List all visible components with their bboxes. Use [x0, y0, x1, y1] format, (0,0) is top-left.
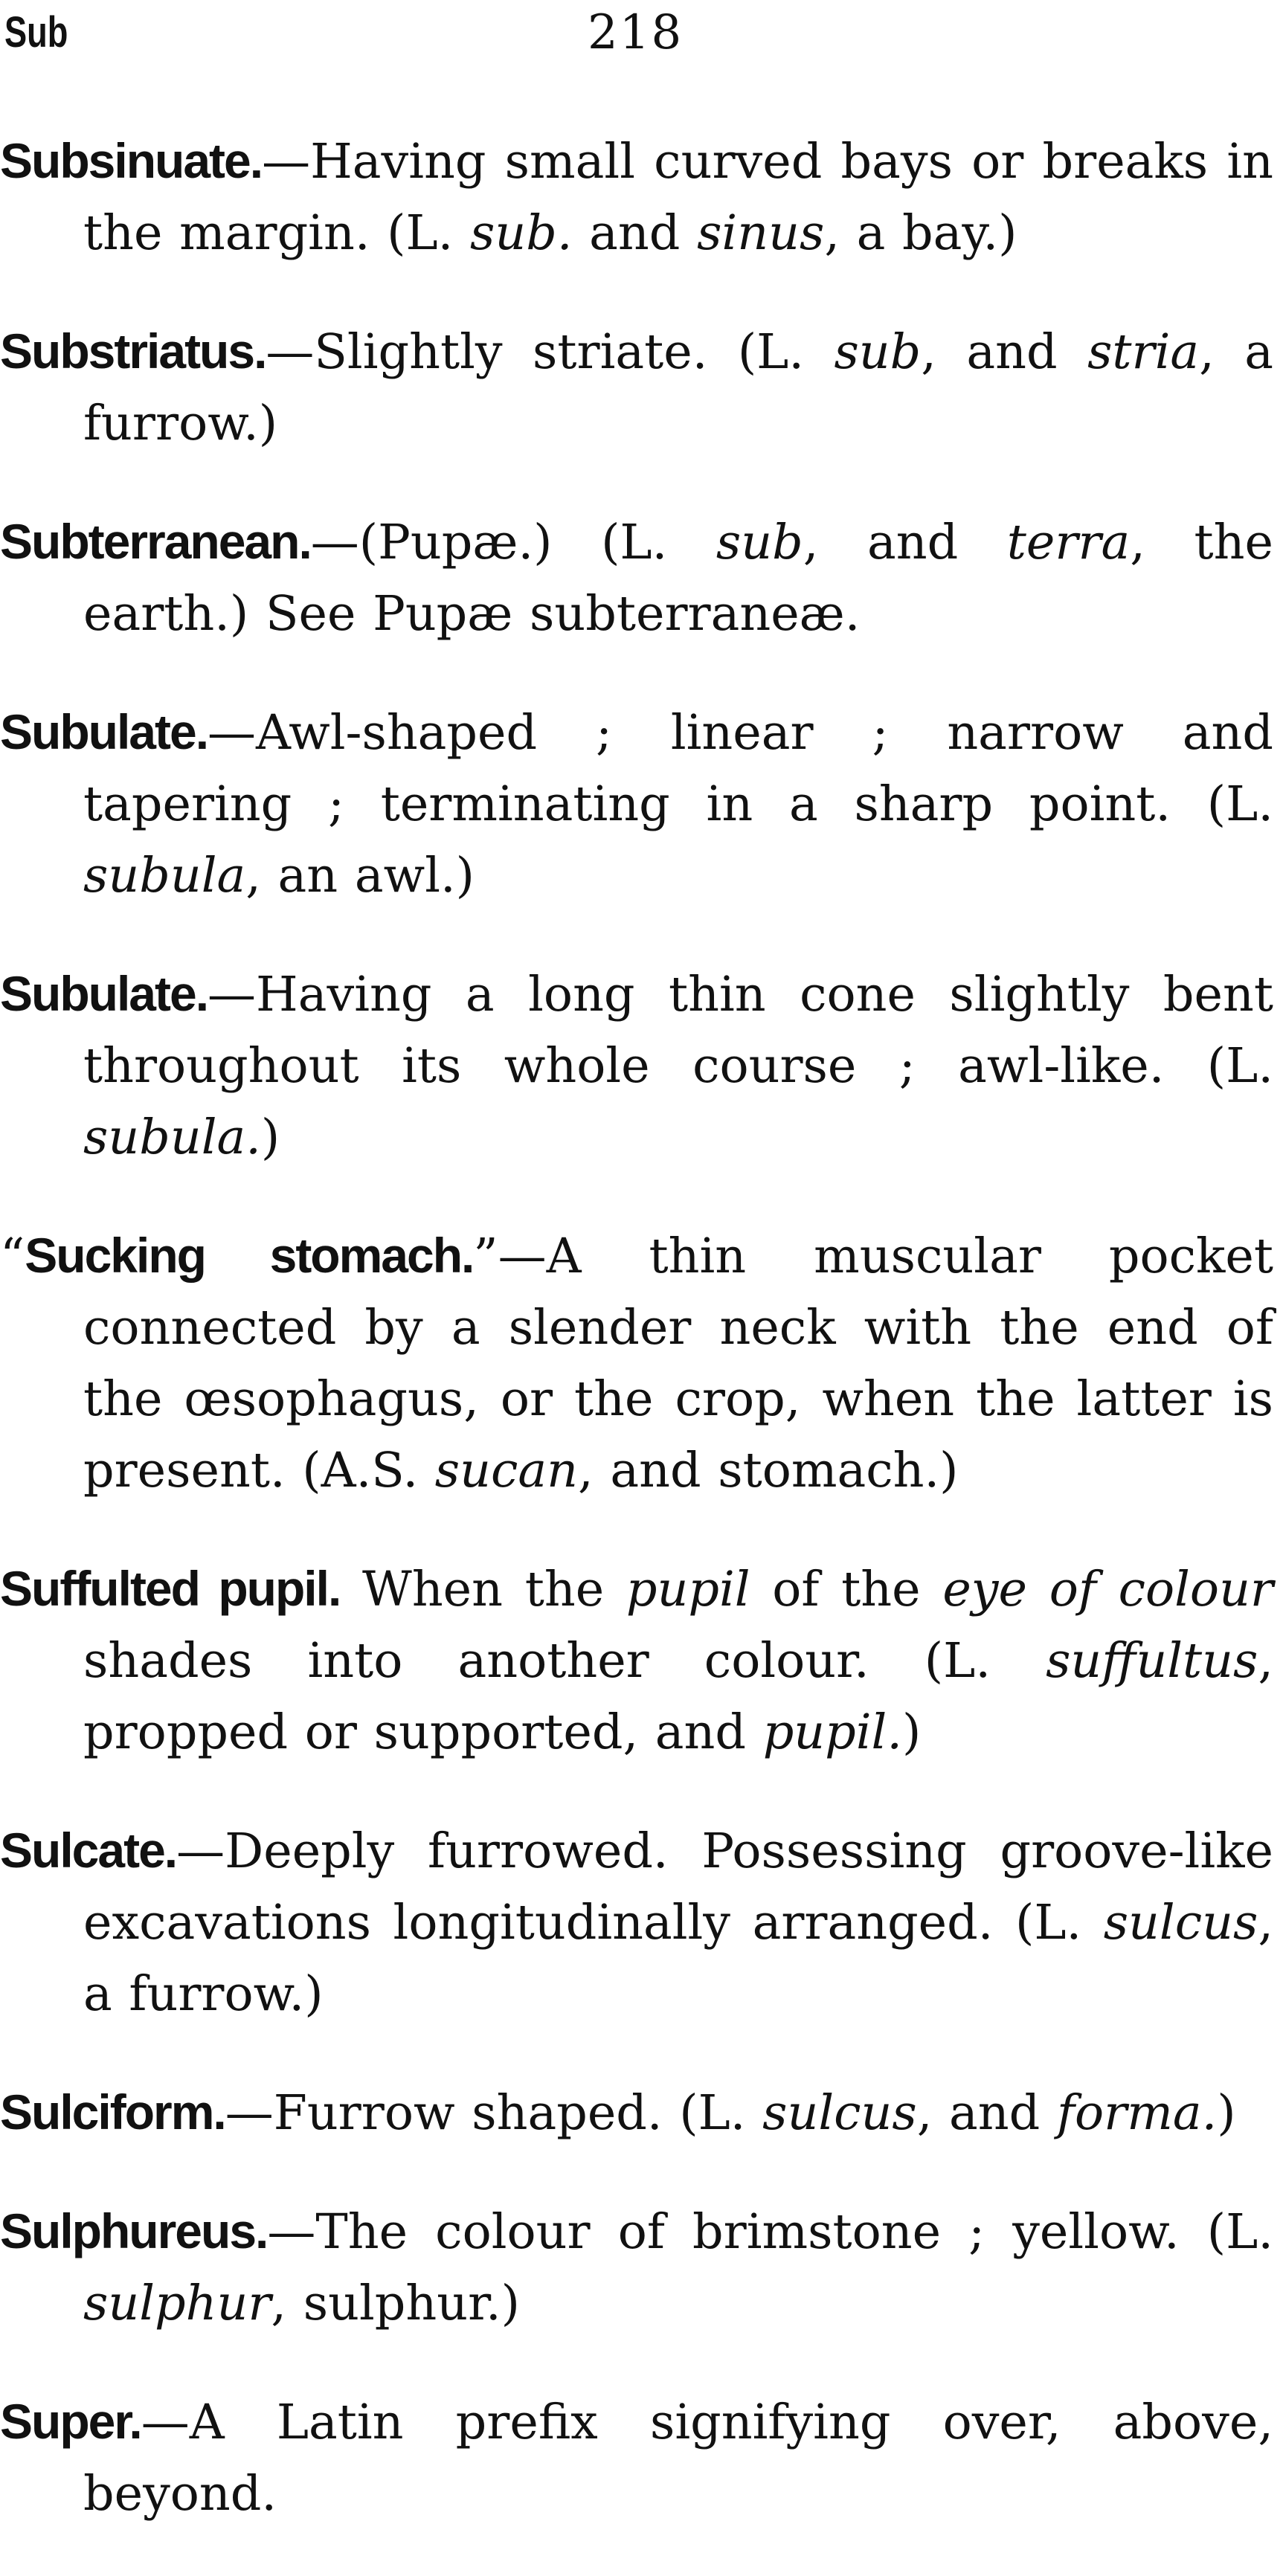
headword: Sulciform. [0, 2084, 225, 2139]
headword: Subterranean. [0, 514, 311, 569]
headword: Sucking stomach. [25, 1228, 474, 1283]
etymology-term: sulcus [1103, 1895, 1258, 1951]
definition-text: , a bay.) [824, 205, 1017, 261]
definition-text: ) [902, 1704, 922, 1760]
italic-term: pupil. [762, 1704, 903, 1760]
etymology-term: forma. [1056, 2085, 1218, 2141]
etymology-term: sub [834, 324, 922, 380]
definition-text: , a furrow.) [83, 324, 1274, 451]
headword: Suffulted pupil. [0, 1561, 341, 1616]
etymology-term: suffultus [1046, 1633, 1258, 1689]
opening-quote: “ [0, 1229, 25, 1284]
etymology-term: sulcus [762, 2085, 917, 2141]
etymology-term: stria [1087, 324, 1200, 380]
definition-text: , the earth.) See Pupæ subterraneæ. [83, 515, 1273, 642]
definition-text: —(Pupæ.) (L. [310, 515, 716, 570]
headword: Substriatus. [0, 323, 266, 379]
headword: Sulcate. [0, 1823, 177, 1878]
definition-text: When the [340, 1562, 626, 1617]
definition-text: , and [916, 2085, 1057, 2141]
definition-text: —Having small curved bays or breaks in the margin. (L. [83, 134, 1273, 261]
dictionary-entry [0, 1553, 1273, 1768]
definition-text: ”—A thin muscular pocket connected by a slender neck with the end of the œsophagus, or the crop, when the latter is present. (A.S. [83, 1229, 1273, 1498]
etymology-term: sub [716, 515, 803, 570]
dictionary-entry [0, 506, 1273, 650]
definition-text: and [572, 205, 698, 261]
definition-text: —Awl-shaped ; linear ; narrow and tapering ; terminating in a sharp point. (L. [83, 705, 1273, 832]
etymology-term: sub. [470, 205, 573, 261]
dictionary-entry [0, 2195, 1273, 2340]
headword: Subsinuate. [0, 133, 263, 188]
definition-text: , propped or supported, and [83, 1633, 1273, 1760]
definition-text: , and [921, 324, 1088, 380]
headword: Sulphureus. [0, 2203, 268, 2258]
definition-text: shades into another colour. (L. [83, 1633, 1046, 1689]
definition-text: —Having a long thin cone slightly bent throughout its whole course ; awl-like. (L. [83, 967, 1273, 1094]
definition-text: —Deeply furrowed. Possessing groove-like excavations longitudinally arranged. (L. [83, 1823, 1273, 1951]
etymology-term: terra [1006, 515, 1131, 570]
page-number: 218 [588, 5, 684, 60]
definition-text: of the [750, 1562, 943, 1617]
definition-text: , an awl.) [245, 848, 475, 904]
dictionary-entry [0, 958, 1273, 1173]
definition-text: , a furrow.) [83, 1895, 1273, 2022]
definition-text: —Slightly striate. (L. [266, 324, 835, 380]
dictionary-entry [0, 1815, 1273, 2030]
definition-text: —Furrow shaped. (L. [225, 2085, 763, 2141]
etymology-term: subula. [83, 1110, 261, 1165]
etymology-term: sinus [697, 205, 825, 261]
entry-list [0, 125, 1273, 2576]
headword: Subulate. [0, 704, 208, 759]
dictionary-entry [0, 1220, 1273, 1507]
dictionary-entry [0, 315, 1273, 460]
dictionary-entry [0, 2076, 1273, 2149]
dictionary-entry [0, 696, 1273, 912]
italic-term: pupil [626, 1562, 750, 1617]
definition-text: —The colour of brimstone ; yellow. (L. [267, 2204, 1273, 2260]
running-header [0, 3, 1283, 70]
headword: Super. [0, 2394, 141, 2449]
definition-text: —A Latin prefix signifying over, above, beyond. [83, 2395, 1273, 2522]
etymology-term: sucan [434, 1443, 579, 1498]
definition-text: , and [803, 515, 1007, 570]
etymology-term: subula [83, 848, 246, 904]
definition-text: ) [260, 1110, 280, 1165]
definition-text: , and stomach.) [578, 1443, 959, 1498]
headword: Subulate. [0, 966, 208, 1021]
definition-text: ) [1217, 2085, 1236, 2141]
etymology-term: sulphur [83, 2276, 271, 2331]
definition-text: , sulphur.) [271, 2276, 521, 2331]
italic-term: eye of colour [942, 1562, 1274, 1617]
dictionary-entry [0, 125, 1273, 269]
dictionary-entry [0, 2386, 1273, 2530]
header-guide-word: Sub [4, 8, 68, 57]
